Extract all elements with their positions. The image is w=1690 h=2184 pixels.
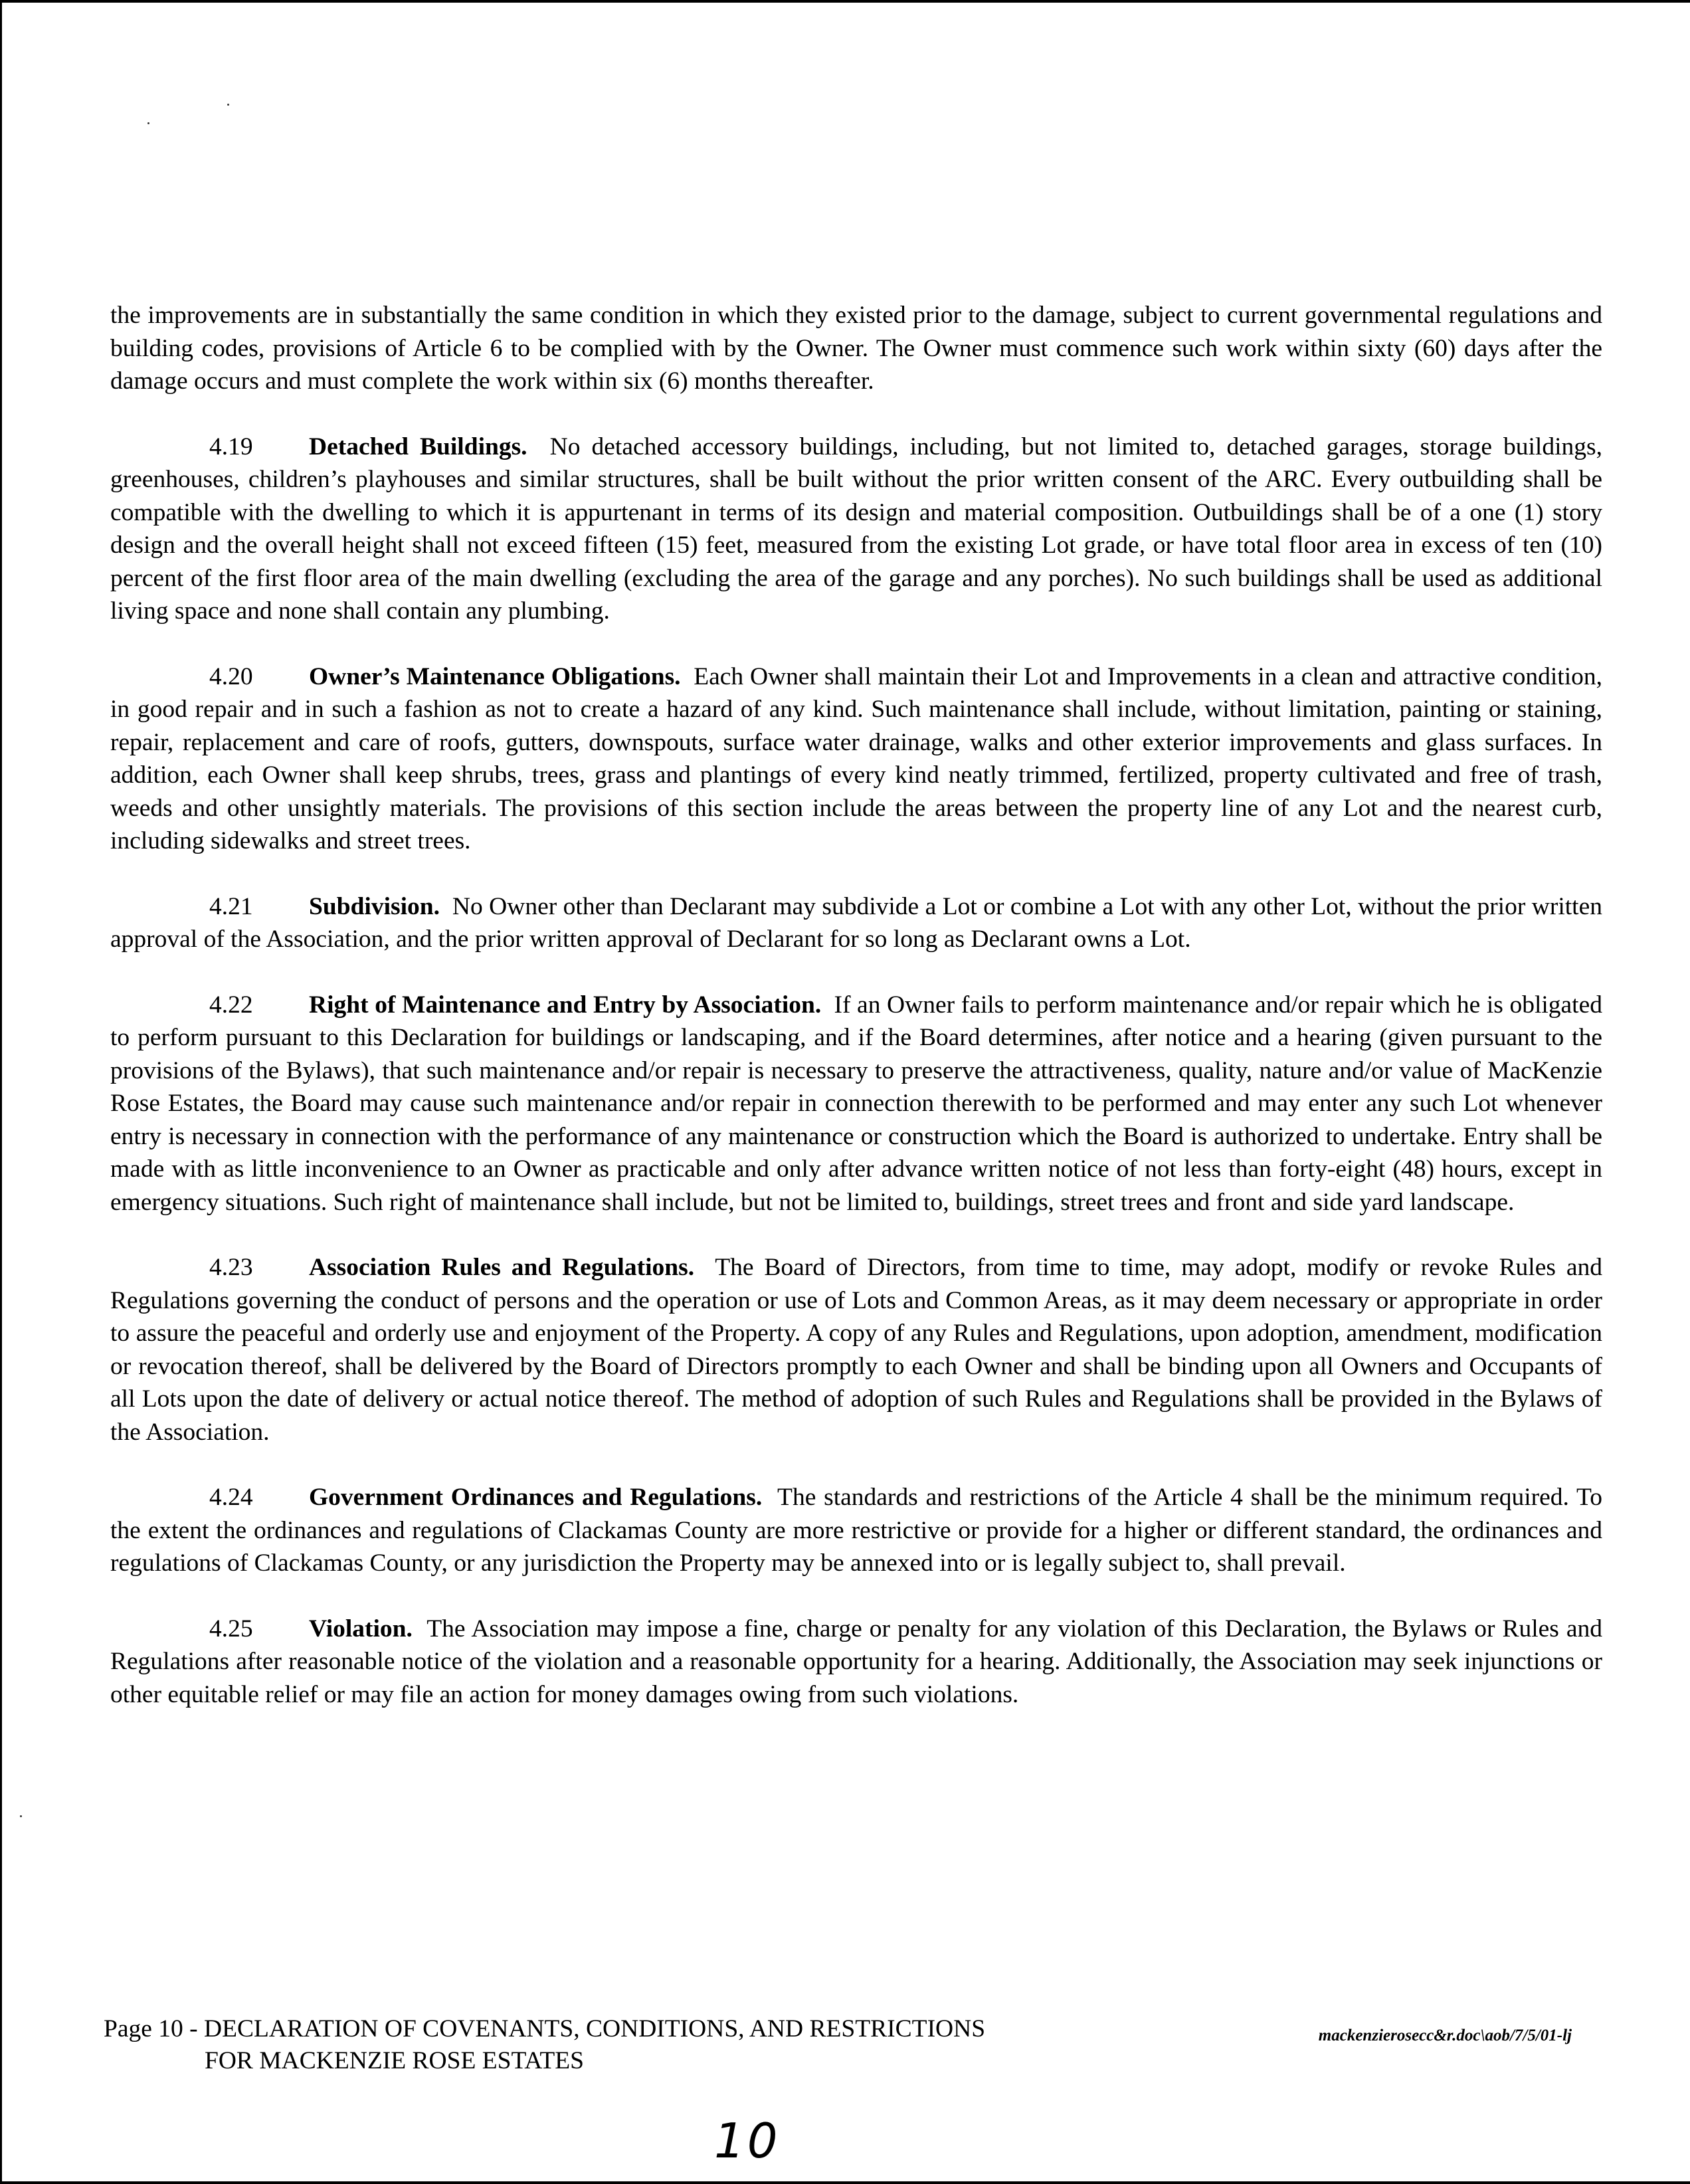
- page-footer: [104, 2013, 1625, 2077]
- page-top-border: [0, 0, 1690, 3]
- scan-speck: [147, 122, 149, 124]
- footer-title-line2: FOR MACKENZIE ROSE ESTATES: [205, 2047, 584, 2074]
- section-title: Right of Maintenance and Entry by Association.: [309, 991, 822, 1019]
- section-4-22: [110, 989, 1602, 1219]
- section-text: If an Owner fails to perform maintenance and/or repair which he is obligated to perform pursuant to this Declaration for buildings or landscaping, and if the Board determines, after notice and a hearing (given pursuant to the provisions of the Bylaws), that such maintenance and/or repair is necessary to preserve the attractiveness, quality, nature and/or value of MacKenzie Rose Estates, the Board may cause such maintenance and/or repair in connection therewith to be performed and may enter any such Lot whenever entry is necessary in connection with the performance of any maintenance or construction which the Board is authorized to undertake. Entry shall be made with as little inconvenience to an Owner as practicable and only after advance written notice of not less than forty-eight (48) hours, except in emergency situations. Such right of maintenance shall include, but not be limited to, buildings, street trees and front and side yard landscape.: [110, 991, 1602, 1216]
- section-4-23: [110, 1251, 1602, 1448]
- section-title: Association Rules and Regulations.: [309, 1254, 695, 1281]
- section-4-21: [110, 890, 1602, 956]
- section-number: 4.23: [209, 1254, 253, 1281]
- section-title: Detached Buildings.: [309, 433, 527, 460]
- handwritten-page-number: 10: [714, 2113, 781, 2169]
- section-4-24: [110, 1481, 1602, 1580]
- section-number: 4.21: [209, 892, 253, 920]
- section-title: Owner’s Maintenance Obligations.: [309, 662, 681, 690]
- document-body: [110, 299, 1602, 1743]
- section-number: 4.24: [209, 1484, 253, 1511]
- section-text: The Association may impose a fine, charge or penalty for any violation of this Declaration, the Bylaws or Rules and Regulations after reasonable notice of the violation and a reasonable opportunity for a hearing. Additionally, the Association may seek injunctions or other equitable relief or may file an action for money damages owing from such violations.: [110, 1615, 1602, 1708]
- section-title: Violation.: [309, 1615, 413, 1642]
- section-title: Government Ordinances and Regulations.: [309, 1484, 763, 1511]
- section-number: 4.19: [209, 433, 253, 460]
- intro-paragraph: the improvements are in substantially the same condition in which they existed prior to the damage, subject to current governmental regulations and building codes, provisions of Article 6 to be complied with by the Owner. The Owner must commence such work within sixty (60) days after the damage occurs and must complete the work within six (6) months thereafter.: [110, 302, 1602, 395]
- footer-file-reference: mackenzierosecc&r.doc\aob/7/5/01-lj: [1318, 2027, 1572, 2044]
- section-title: Subdivision.: [309, 892, 440, 920]
- section-text: No detached accessory buildings, including, but not limited to, detached garages, storage buildings, greenhouses, children’s playhouses and similar structures, shall be built without the prior written consent of the ARC. Every outbuilding shall be compatible with the dwelling to which it is appurtenant in terms of its design and material composition. Outbuildings shall be of a one (1) story design and the overall height shall not exceed fifteen (15) feet, measured from the existing Lot grade, or have total floor area in excess of ten (10) percent of the first floor area of the main dwelling (excluding the area of the garage and any porches). No such buildings shall be used as additional living space and none shall contain any plumbing.: [110, 433, 1602, 625]
- section-text: The standards and restrictions of the Article 4 shall be the minimum required. To the extent the ordinances and regulations of Clackamas County are more restrictive or provide for a higher or different standard, the ordinances and regulations of Clackamas County, or any jurisdiction the Property may be annexed into or is legally subject to, shall prevail.: [110, 1484, 1603, 1577]
- section-number: 4.22: [209, 991, 253, 1019]
- section-4-25: [110, 1613, 1602, 1712]
- scan-speck: [20, 1815, 22, 1817]
- section-text: No Owner other than Declarant may subdivide a Lot or combine a Lot with any other Lot, without the prior written approval of the Association, and the prior written approval of Declarant for so long as Declarant owns a Lot.: [110, 892, 1602, 953]
- section-number: 4.25: [209, 1615, 253, 1642]
- section-text: Each Owner shall maintain their Lot and Improvements in a clean and attractive condition, in good repair and in such a fashion as not to create a hazard of any kind. Such maintenance shall include, without limitation, painting or staining, repair, replacement and care of roofs, gutters, downspouts, surface water drainage, walks and other exterior improvements and glass surfaces. In addition, each Owner shall keep shrubs, trees, grass and plantings of every kind neatly trimmed, fertilized, property cultivated and free of trash, weeds and other unsightly materials. The provisions of this section include the areas between the property line of any Lot and the nearest curb, including sidewalks and street trees.: [110, 662, 1603, 854]
- section-text: The Board of Directors, from time to time, may adopt, modify or revoke Rules and Regulations governing the conduct of persons and the operation or use of Lots and Common Areas, as it may deem necessary or appropriate in order to assure the peaceful and orderly use and enjoyment of the Property. A copy of any Rules and Regulations, upon adoption, amendment, modification or revocation thereof, shall be delivered by the Board of Directors promptly to each Owner and shall be binding upon all Owners and Occupants of all Lots upon the date of delivery or actual notice thereof. The method of adoption of such Rules and Regulations shall be provided in the Bylaws of the Association.: [110, 1254, 1602, 1446]
- section-4-20: [110, 660, 1602, 858]
- footer-title-line1: Page 10 - DECLARATION OF COVENANTS, CONDITIONS, AND RESTRICTIONS: [104, 2015, 986, 2042]
- page-left-border: [0, 0, 2, 2184]
- page-bottom-border: [0, 2181, 1690, 2184]
- scan-speck: [227, 104, 229, 106]
- section-4-19: [110, 431, 1602, 628]
- section-number: 4.20: [209, 662, 253, 690]
